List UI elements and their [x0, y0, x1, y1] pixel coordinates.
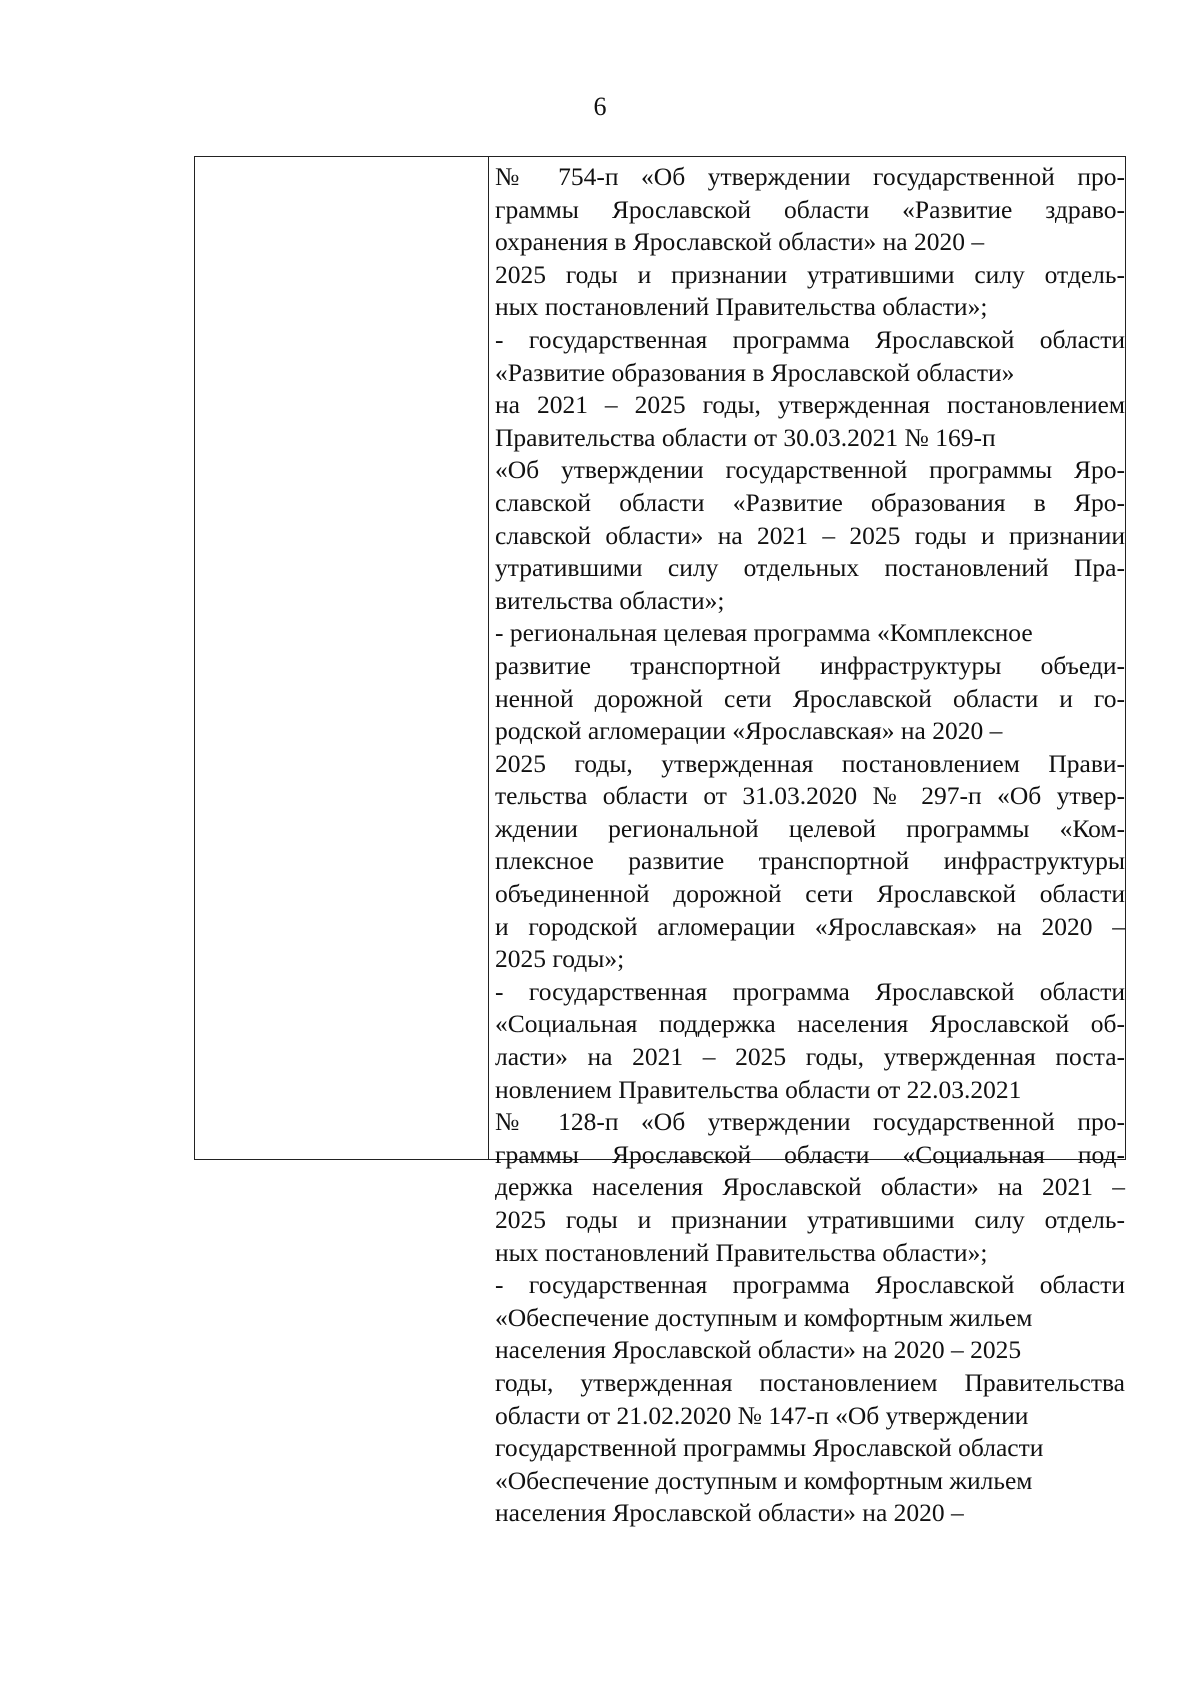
text-line: населения Ярославской области» на 2020 – — [495, 1498, 964, 1528]
text-line: «Социальная поддержка населения Ярославской об- — [495, 1009, 1125, 1039]
text-line: «Обеспечение доступным и комфортным жильем — [495, 1465, 1033, 1495]
text-line: ждении региональной целевой программы «Ком- — [495, 813, 1125, 843]
text-line: 2025 годы и признании утратившими силу отдель- — [495, 259, 1125, 289]
text-line: Правительства области от 30.03.2021 № 169-п — [495, 422, 996, 452]
text-line: - государственная программа Ярославской области — [495, 1270, 1125, 1300]
text-line: населения Ярославской области» на 2020 – 2025 — [495, 1335, 1022, 1365]
text-line: - региональная целевая программа «Комплексное — [495, 618, 1033, 648]
text-line: охранения в Ярославской области» на 2020 – — [495, 227, 985, 257]
text-line: ных постановлений Правительства области»; — [495, 292, 988, 322]
text-line: № 128-п «Об утверждении государственной про- — [495, 1107, 1125, 1137]
text-line: плексное развитие транспортной инфраструктуры — [495, 846, 1125, 876]
text-line: славской области «Развитие образования в Яро- — [495, 487, 1125, 517]
page-number: 6 — [593, 92, 607, 121]
text-line: ных постановлений Правительства области»; — [495, 1237, 988, 1267]
text-line: «Обеспечение доступным и комфортным жильем — [495, 1302, 1033, 1332]
text-line: на 2021 – 2025 годы, утвержденная постановлением — [495, 390, 1125, 420]
text-line: ненной дорожной сети Ярославской области и го- — [495, 683, 1125, 713]
text-line: - государственная программа Ярославской области — [495, 324, 1125, 354]
table-left-cell — [195, 157, 489, 1159]
text-line: государственной программы Ярославской области — [495, 1433, 1044, 1463]
text-line: 2025 годы и признании утратившими силу отдель- — [495, 1205, 1125, 1234]
text-line: славской области» на 2021 – 2025 годы и признании — [495, 520, 1125, 550]
text-line: годы, утвержденная постановлением Правительства — [495, 1367, 1125, 1397]
text-line: «Развитие образования в Ярославской области» — [495, 357, 1015, 387]
text-line: вительства области»; — [495, 585, 725, 615]
text-line: области от 21.02.2020 № 147-п «Об утверждении — [495, 1400, 1029, 1430]
document-table — [194, 156, 1126, 1528]
text-line: родской агломерации «Ярославская» на 2020 – — [495, 716, 1003, 746]
text-line: № 754-п «Об утверждении государственной про- — [495, 162, 1125, 191]
text-line: держка населения Ярославской области» на 2021 – — [495, 1172, 1125, 1202]
text-line: утратившими силу отдельных постановлений Пра- — [495, 553, 1125, 583]
text-line: граммы Ярославской области «Социальная под- — [495, 1139, 1125, 1169]
text-line: - государственная программа Ярославской области — [495, 976, 1125, 1006]
table-right-cell — [495, 161, 1125, 1530]
text-line: развитие транспортной инфраструктуры объеди- — [495, 650, 1125, 680]
text-line: объединенной дорожной сети Ярославской области — [495, 879, 1125, 909]
text-line: 2025 годы»; — [495, 944, 625, 974]
text-line: новлением Правительства области от 22.03.2021 — [495, 1074, 1022, 1104]
text-line: ласти» на 2021 – 2025 годы, утвержденная поста- — [495, 1042, 1125, 1072]
text-line: и городской агломерации «Ярославская» на 2020 – — [495, 911, 1125, 941]
text-line: граммы Ярославской области «Развитие здраво- — [495, 194, 1125, 224]
text-line: «Об утверждении государственной программы Яро- — [495, 455, 1125, 485]
text-line: 2025 годы, утвержденная постановлением Прави- — [495, 748, 1125, 778]
text-line: тельства области от 31.03.2020 № 297-п «Об утвер- — [495, 781, 1125, 811]
